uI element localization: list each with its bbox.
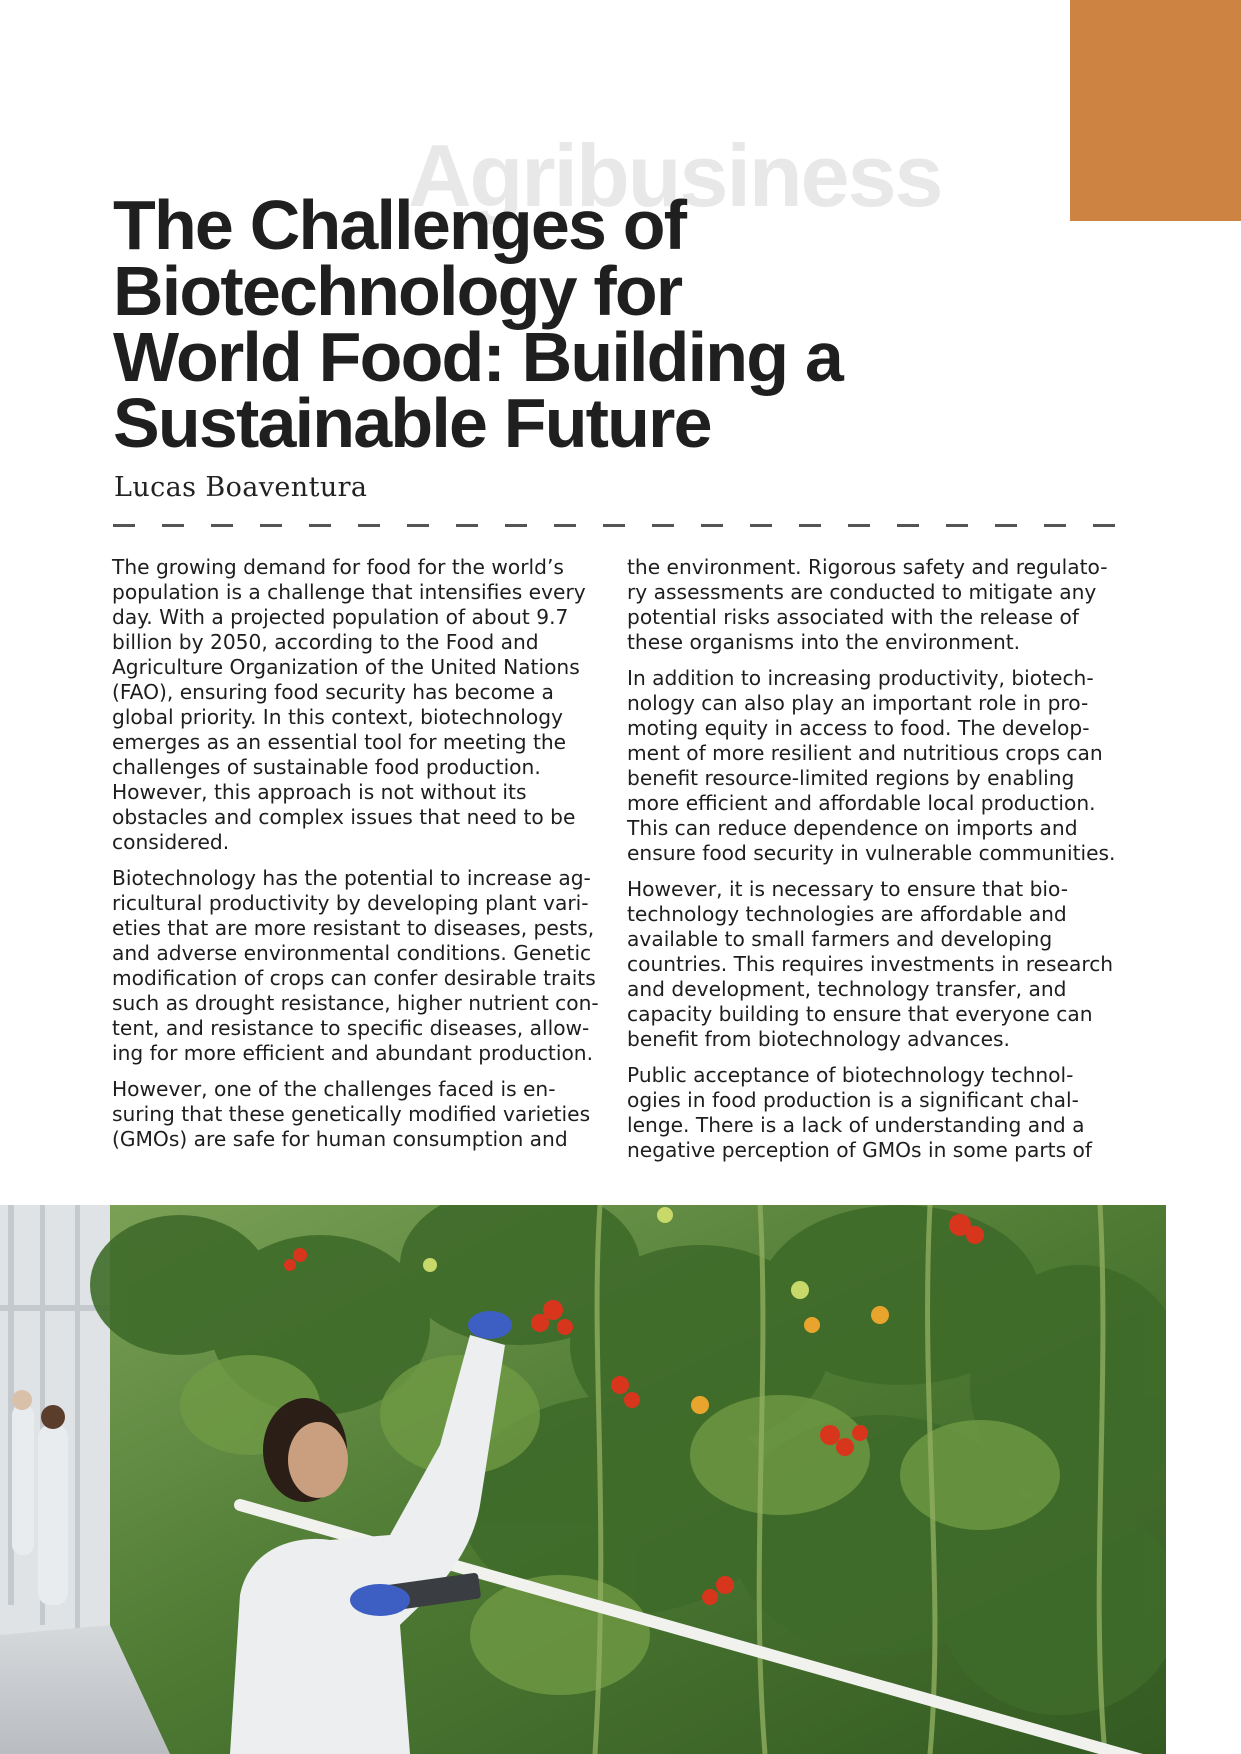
body-paragraph: However, it is necessary to ensure that bio- technology technologies are affordable and available to small farmers and developing countries. This requires investments in research and development, technology transfer, and capacity building to ensure that everyone can benefit from biotechnology advances. [627,877,1114,1051]
accent-color-block [1070,0,1241,221]
body-paragraph: However, one of the challenges faced is en- suring that these genetically modified varieties (GMOs) are safe for human consumption and [112,1077,591,1151]
body-paragraph: Biotechnology has the potential to increase ag- ricultural productivity by developing plant vari- eties that are more resistant to diseases, pests, and adverse environmental conditions. Genetic modification of crops can confer desirable traits such as drought resistance, higher nutrient con- tent, and resistance to specific diseases, allow- ing for more efficient and abundant production. [112,866,599,1065]
article-title [113,186,973,462]
section-watermark: Agribusiness [408,126,942,225]
greenhouse-tomato-photo [0,1205,1166,1754]
author-byline: Lucas Boaventura [114,472,368,503]
title-line: The Challenges of [113,186,686,264]
title-line: Biotechnology for [113,252,682,330]
title-line: Sustainable Future [113,384,711,462]
body-paragraph: the environment. Rigorous safety and regulato- ry assessments are conducted to mitigate any potential risks associated with the release of these organisms into the environment. [627,555,1108,654]
body-paragraph: In addition to increasing productivity, biotech- nology can also play an important role in pro- moting equity in access to food. The develop- ment of more resilient and nutritious crops can benefit resource-limited regions by enabling more efficient and affordable local production. This can reduce dependence on imports and ensure food security in vulnerable communities. [627,666,1116,865]
body-paragraph: Public acceptance of biotechnology technol- ogies in food production is a significant chal- lenge. There is a lack of understanding and a negative perception of GMOs in some parts of [627,1063,1092,1162]
article-column-left [112,555,602,1163]
dashed-divider [113,524,1118,527]
body-paragraph: The growing demand for food for the world’s population is a challenge that intensifies every day. With a projected population of about 9.7 billion by 2050, according to the Food and Agriculture Organization of the United Nations (FAO), ensuring food security has become a global priority. In this context, biotechnology emerges as an essential tool for meeting the challenges of sustainable food production. However, this approach is not without its obstacles and complex issues that need to be considered. [112,555,586,854]
article-column-right [627,555,1117,1174]
title-line: World Food: Building a [113,318,842,396]
